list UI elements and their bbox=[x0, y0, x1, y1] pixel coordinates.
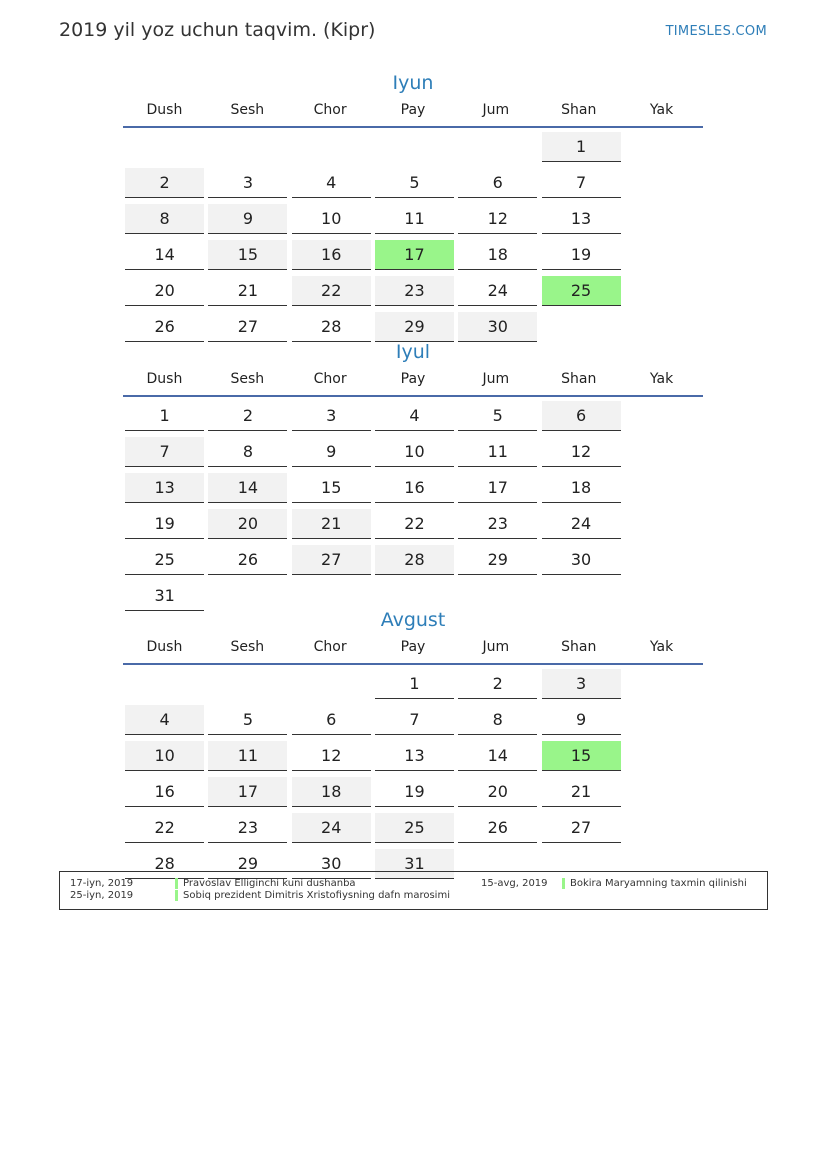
day-cell[interactable]: 24 bbox=[292, 813, 371, 843]
day-cell[interactable]: 13 bbox=[542, 204, 621, 234]
day-cell[interactable]: 30 bbox=[458, 312, 537, 342]
legend-date: 25-iyn, 2019 bbox=[70, 890, 134, 901]
empty-cell bbox=[292, 132, 371, 162]
weekday-header bbox=[123, 637, 703, 665]
day-cell[interactable]: 4 bbox=[125, 705, 204, 735]
day-cell[interactable]: 31 bbox=[375, 849, 454, 879]
weekday-label: Dush bbox=[146, 639, 183, 655]
day-cell[interactable]: 7 bbox=[125, 437, 204, 467]
day-cell[interactable]: 3 bbox=[208, 168, 287, 198]
day-cell[interactable]: 24 bbox=[458, 276, 537, 306]
month-title: Iyul bbox=[395, 341, 431, 363]
day-cell[interactable]: 15 bbox=[208, 240, 287, 270]
weekday-label: Sesh bbox=[230, 102, 265, 118]
day-cell[interactable]: 8 bbox=[125, 204, 204, 234]
day-cell[interactable]: 6 bbox=[292, 705, 371, 735]
day-cell[interactable]: 15 bbox=[292, 473, 371, 503]
day-cell[interactable]: 10 bbox=[125, 741, 204, 771]
day-cell[interactable]: 2 bbox=[125, 168, 204, 198]
weekday-label: Shan bbox=[561, 639, 597, 655]
day-cell[interactable]: 19 bbox=[375, 777, 454, 807]
holiday-legend bbox=[59, 871, 768, 910]
legend-name: Sobiq prezident Dimitris Xristofiysning dafn marosimi bbox=[183, 890, 450, 901]
day-cell[interactable]: 12 bbox=[458, 204, 537, 234]
day-cell[interactable]: 20 bbox=[125, 276, 204, 306]
legend-date: 15-avg, 2019 bbox=[481, 878, 548, 889]
day-cell[interactable]: 8 bbox=[208, 437, 287, 467]
day-cell[interactable]: 19 bbox=[125, 509, 204, 539]
weekday-label: Sesh bbox=[230, 371, 265, 387]
day-cell[interactable]: 10 bbox=[375, 437, 454, 467]
day-cell[interactable]: 11 bbox=[375, 204, 454, 234]
day-cell[interactable]: 30 bbox=[292, 849, 371, 879]
day-cell[interactable]: 18 bbox=[458, 240, 537, 270]
day-cell[interactable]: 3 bbox=[292, 401, 371, 431]
day-cell[interactable]: 12 bbox=[292, 741, 371, 771]
weekday-label: Pay bbox=[400, 639, 426, 655]
month-avgust bbox=[123, 607, 703, 885]
empty-cell bbox=[375, 132, 454, 162]
holiday-day-cell[interactable]: 25 bbox=[542, 276, 621, 306]
weekday-label: Dush bbox=[146, 371, 183, 387]
day-cell[interactable]: 16 bbox=[292, 240, 371, 270]
month-title: Iyun bbox=[392, 72, 434, 94]
day-cell[interactable]: 1 bbox=[542, 132, 621, 162]
day-cell[interactable]: 4 bbox=[375, 401, 454, 431]
weekday-label: Sesh bbox=[230, 639, 265, 655]
day-cell[interactable]: 3 bbox=[542, 669, 621, 699]
legend-name: Bokira Maryamning taxmin qilinishi bbox=[570, 878, 747, 889]
day-grid bbox=[123, 665, 703, 885]
day-cell[interactable]: 12 bbox=[542, 437, 621, 467]
day-cell[interactable]: 13 bbox=[375, 741, 454, 771]
day-cell[interactable]: 6 bbox=[458, 168, 537, 198]
day-cell[interactable]: 14 bbox=[458, 741, 537, 771]
day-cell[interactable]: 1 bbox=[125, 401, 204, 431]
holiday-day-cell[interactable]: 15 bbox=[542, 741, 621, 771]
weekday-label: Dush bbox=[146, 102, 183, 118]
day-grid bbox=[123, 128, 703, 348]
empty-cell bbox=[458, 132, 537, 162]
day-cell[interactable]: 18 bbox=[292, 777, 371, 807]
day-cell[interactable]: 25 bbox=[375, 813, 454, 843]
day-cell[interactable]: 28 bbox=[125, 849, 204, 879]
day-cell[interactable]: 21 bbox=[542, 777, 621, 807]
day-cell[interactable]: 17 bbox=[458, 473, 537, 503]
empty-cell bbox=[208, 132, 287, 162]
month-iyul bbox=[123, 339, 703, 617]
day-cell[interactable]: 27 bbox=[292, 545, 371, 575]
day-cell[interactable]: 29 bbox=[458, 545, 537, 575]
day-cell[interactable]: 14 bbox=[125, 240, 204, 270]
day-cell[interactable]: 22 bbox=[375, 509, 454, 539]
holiday-day-cell[interactable]: 17 bbox=[375, 240, 454, 270]
day-cell[interactable]: 2 bbox=[458, 669, 537, 699]
day-cell[interactable]: 18 bbox=[542, 473, 621, 503]
day-cell[interactable]: 7 bbox=[375, 705, 454, 735]
day-cell[interactable]: 17 bbox=[208, 777, 287, 807]
day-cell[interactable]: 4 bbox=[292, 168, 371, 198]
weekday-header bbox=[123, 369, 703, 397]
empty-cell bbox=[292, 669, 371, 699]
day-cell[interactable]: 8 bbox=[458, 705, 537, 735]
weekday-label: Chor bbox=[313, 639, 347, 655]
weekday-label: Jum bbox=[482, 371, 510, 387]
day-cell[interactable]: 5 bbox=[208, 705, 287, 735]
day-cell[interactable]: 21 bbox=[292, 509, 371, 539]
day-cell[interactable]: 11 bbox=[208, 741, 287, 771]
day-cell[interactable]: 5 bbox=[458, 401, 537, 431]
empty-cell bbox=[125, 132, 204, 162]
weekday-label: Pay bbox=[400, 102, 426, 118]
day-cell[interactable]: 22 bbox=[292, 276, 371, 306]
day-cell[interactable]: 19 bbox=[542, 240, 621, 270]
weekday-label: Jum bbox=[482, 102, 510, 118]
day-grid bbox=[123, 397, 703, 617]
day-cell[interactable]: 9 bbox=[208, 204, 287, 234]
day-cell[interactable]: 10 bbox=[292, 204, 371, 234]
empty-cell bbox=[125, 669, 204, 699]
weekday-label: Jum bbox=[482, 639, 510, 655]
day-cell[interactable]: 27 bbox=[542, 813, 621, 843]
day-cell[interactable]: 31 bbox=[125, 581, 204, 611]
weekday-label: Pay bbox=[400, 371, 426, 387]
weekday-label: Yak bbox=[649, 102, 674, 118]
day-cell[interactable]: 21 bbox=[208, 276, 287, 306]
weekday-label: Yak bbox=[649, 371, 674, 387]
legend-date: 17-iyn, 2019 bbox=[70, 878, 134, 889]
empty-cell bbox=[208, 669, 287, 699]
day-cell[interactable]: 16 bbox=[125, 777, 204, 807]
day-cell[interactable]: 1 bbox=[375, 669, 454, 699]
legend-name: Pravoslav Elliginchi kuni dushanba bbox=[183, 878, 356, 889]
day-cell[interactable]: 24 bbox=[542, 509, 621, 539]
weekday-label: Chor bbox=[313, 102, 347, 118]
day-cell[interactable]: 22 bbox=[125, 813, 204, 843]
holiday-marker-icon bbox=[175, 878, 178, 889]
day-cell[interactable]: 13 bbox=[125, 473, 204, 503]
day-cell[interactable]: 25 bbox=[125, 545, 204, 575]
day-cell[interactable]: 26 bbox=[208, 545, 287, 575]
day-cell[interactable]: 7 bbox=[542, 168, 621, 198]
day-cell[interactable]: 20 bbox=[458, 777, 537, 807]
page-title: 2019 yil yoz uchun taqvim. (Kipr) bbox=[59, 19, 376, 41]
day-cell[interactable]: 28 bbox=[292, 312, 371, 342]
day-cell[interactable]: 14 bbox=[208, 473, 287, 503]
day-cell[interactable]: 9 bbox=[542, 705, 621, 735]
day-cell[interactable]: 2 bbox=[208, 401, 287, 431]
day-cell[interactable]: 11 bbox=[458, 437, 537, 467]
day-cell[interactable]: 6 bbox=[542, 401, 621, 431]
day-cell[interactable]: 27 bbox=[208, 312, 287, 342]
weekday-label: Yak bbox=[649, 639, 674, 655]
weekday-label: Shan bbox=[561, 102, 597, 118]
day-cell[interactable]: 20 bbox=[208, 509, 287, 539]
day-cell[interactable]: 29 bbox=[208, 849, 287, 879]
day-cell[interactable]: 29 bbox=[375, 312, 454, 342]
day-cell[interactable]: 28 bbox=[375, 545, 454, 575]
weekday-label: Shan bbox=[561, 371, 597, 387]
day-cell[interactable]: 26 bbox=[458, 813, 537, 843]
weekday-header bbox=[123, 100, 703, 128]
day-cell[interactable]: 30 bbox=[542, 545, 621, 575]
weekday-label: Chor bbox=[313, 371, 347, 387]
day-cell[interactable]: 23 bbox=[375, 276, 454, 306]
day-cell[interactable]: 23 bbox=[208, 813, 287, 843]
day-cell[interactable]: 16 bbox=[375, 473, 454, 503]
day-cell[interactable]: 5 bbox=[375, 168, 454, 198]
holiday-marker-icon bbox=[175, 890, 178, 901]
day-cell[interactable]: 26 bbox=[125, 312, 204, 342]
day-cell[interactable]: 9 bbox=[292, 437, 371, 467]
holiday-marker-icon bbox=[562, 878, 565, 889]
day-cell[interactable]: 23 bbox=[458, 509, 537, 539]
month-iyun bbox=[123, 70, 703, 348]
brand-link[interactable]: TIMESLES.COM bbox=[665, 24, 767, 39]
month-title: Avgust bbox=[380, 609, 446, 631]
